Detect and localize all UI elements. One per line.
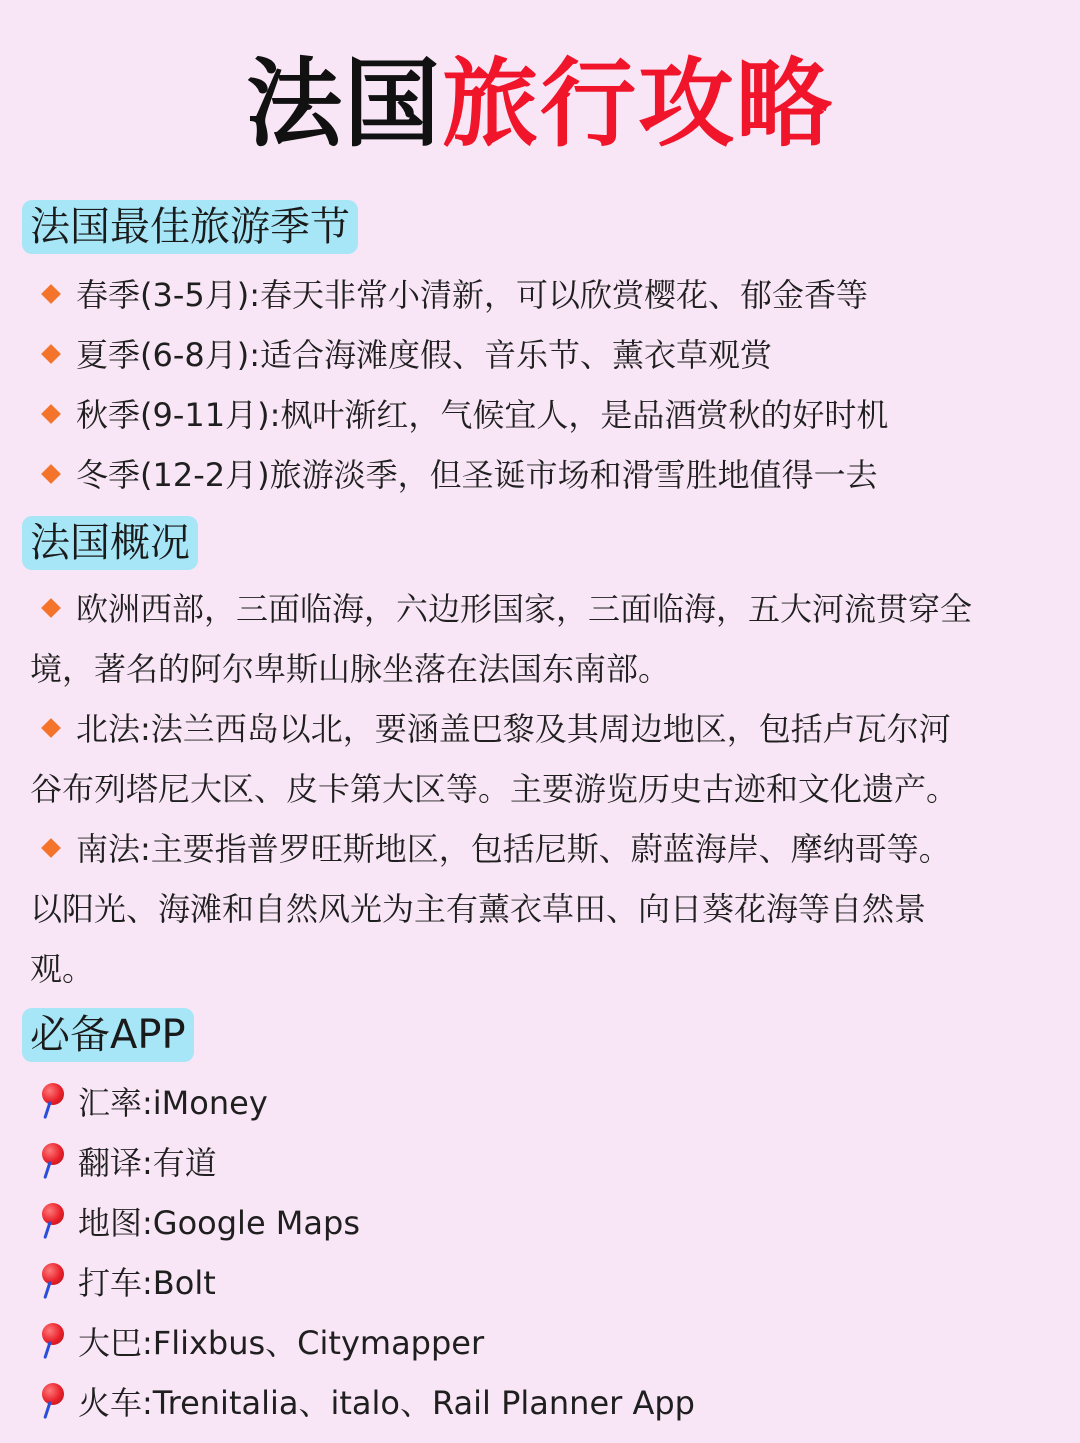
overview-paragraph-line [30, 584, 1056, 634]
app-item [30, 1318, 1056, 1368]
app-text: 大巴:Flixbus、Citymapper [78, 1324, 485, 1362]
title-part-black: 法国 [246, 48, 442, 160]
section-heading-overview: 法国概况 [22, 516, 198, 570]
season-text: 秋季(9-11月):枫叶渐红，气候宜人，是品酒赏秋的好时机 [76, 396, 889, 434]
page-title [0, 44, 1080, 164]
diamond-bullet-icon [41, 284, 61, 304]
season-item [30, 450, 1056, 500]
app-item [30, 1378, 1056, 1428]
app-item [30, 1138, 1056, 1188]
season-text: 春季(3-5月):春天非常小清新，可以欣赏樱花、郁金香等 [76, 276, 869, 314]
diamond-bullet-icon [41, 598, 61, 618]
overview-text: 以阳光、海滩和自然风光为主有薰衣草田、向日葵花海等自然景 [30, 890, 927, 928]
season-item [30, 390, 1056, 440]
diamond-bullet-icon [41, 344, 61, 364]
pushpin-icon [36, 1141, 68, 1181]
season-item [30, 330, 1056, 380]
app-text: 翻译:有道 [78, 1144, 217, 1182]
season-text: 冬季(12-2月)旅游淡季，但圣诞市场和滑雪胜地值得一去 [76, 456, 878, 494]
app-text: 打车:Bolt [78, 1264, 216, 1302]
pushpin-icon [36, 1201, 68, 1241]
overview-text: 谷布列塔尼大区、皮卡第大区等。主要游览历史古迹和文化遗产。 [30, 770, 959, 808]
app-item [30, 1198, 1056, 1248]
app-text: 地图:Google Maps [78, 1204, 361, 1242]
app-text: 火车:Trenitalia、italo、Rail Planner App [78, 1384, 695, 1422]
pushpin-icon [36, 1261, 68, 1301]
overview-text: 境，著名的阿尔卑斯山脉坐落在法国东南部。 [30, 650, 671, 688]
diamond-bullet-icon [41, 718, 61, 738]
season-item [30, 270, 1056, 320]
season-text: 夏季(6-8月):适合海滩度假、音乐节、薰衣草观赏 [76, 336, 773, 374]
pushpin-icon [36, 1081, 68, 1121]
diamond-bullet-icon [41, 404, 61, 424]
pushpin-icon [36, 1321, 68, 1361]
section-heading-seasons: 法国最佳旅游季节 [22, 200, 358, 254]
overview-paragraph-line [30, 764, 1056, 814]
overview-paragraph-line [30, 824, 1056, 874]
app-text: 汇率:iMoney [78, 1084, 268, 1122]
overview-paragraph-line [30, 884, 1056, 934]
title-part-red: 旅行攻略 [442, 48, 834, 160]
overview-paragraph-line [30, 644, 1056, 694]
overview-text: 南法:主要指普罗旺斯地区，包括尼斯、蔚蓝海岸、摩纳哥等。 [76, 830, 951, 868]
section-heading-apps: 必备APP [22, 1008, 194, 1062]
pushpin-icon [36, 1381, 68, 1421]
overview-text: 北法:法兰西岛以北，要涵盖巴黎及其周边地区，包括卢瓦尔河 [76, 710, 951, 748]
diamond-bullet-icon [41, 838, 61, 858]
app-item [30, 1078, 1056, 1128]
overview-paragraph-line [30, 704, 1056, 754]
diamond-bullet-icon [41, 464, 61, 484]
overview-text: 观。 [30, 950, 95, 988]
overview-text: 欧洲西部，三面临海，六边形国家，三面临海，五大河流贯穿全 [76, 590, 973, 628]
overview-paragraph-line [30, 944, 1056, 994]
app-item [30, 1258, 1056, 1308]
